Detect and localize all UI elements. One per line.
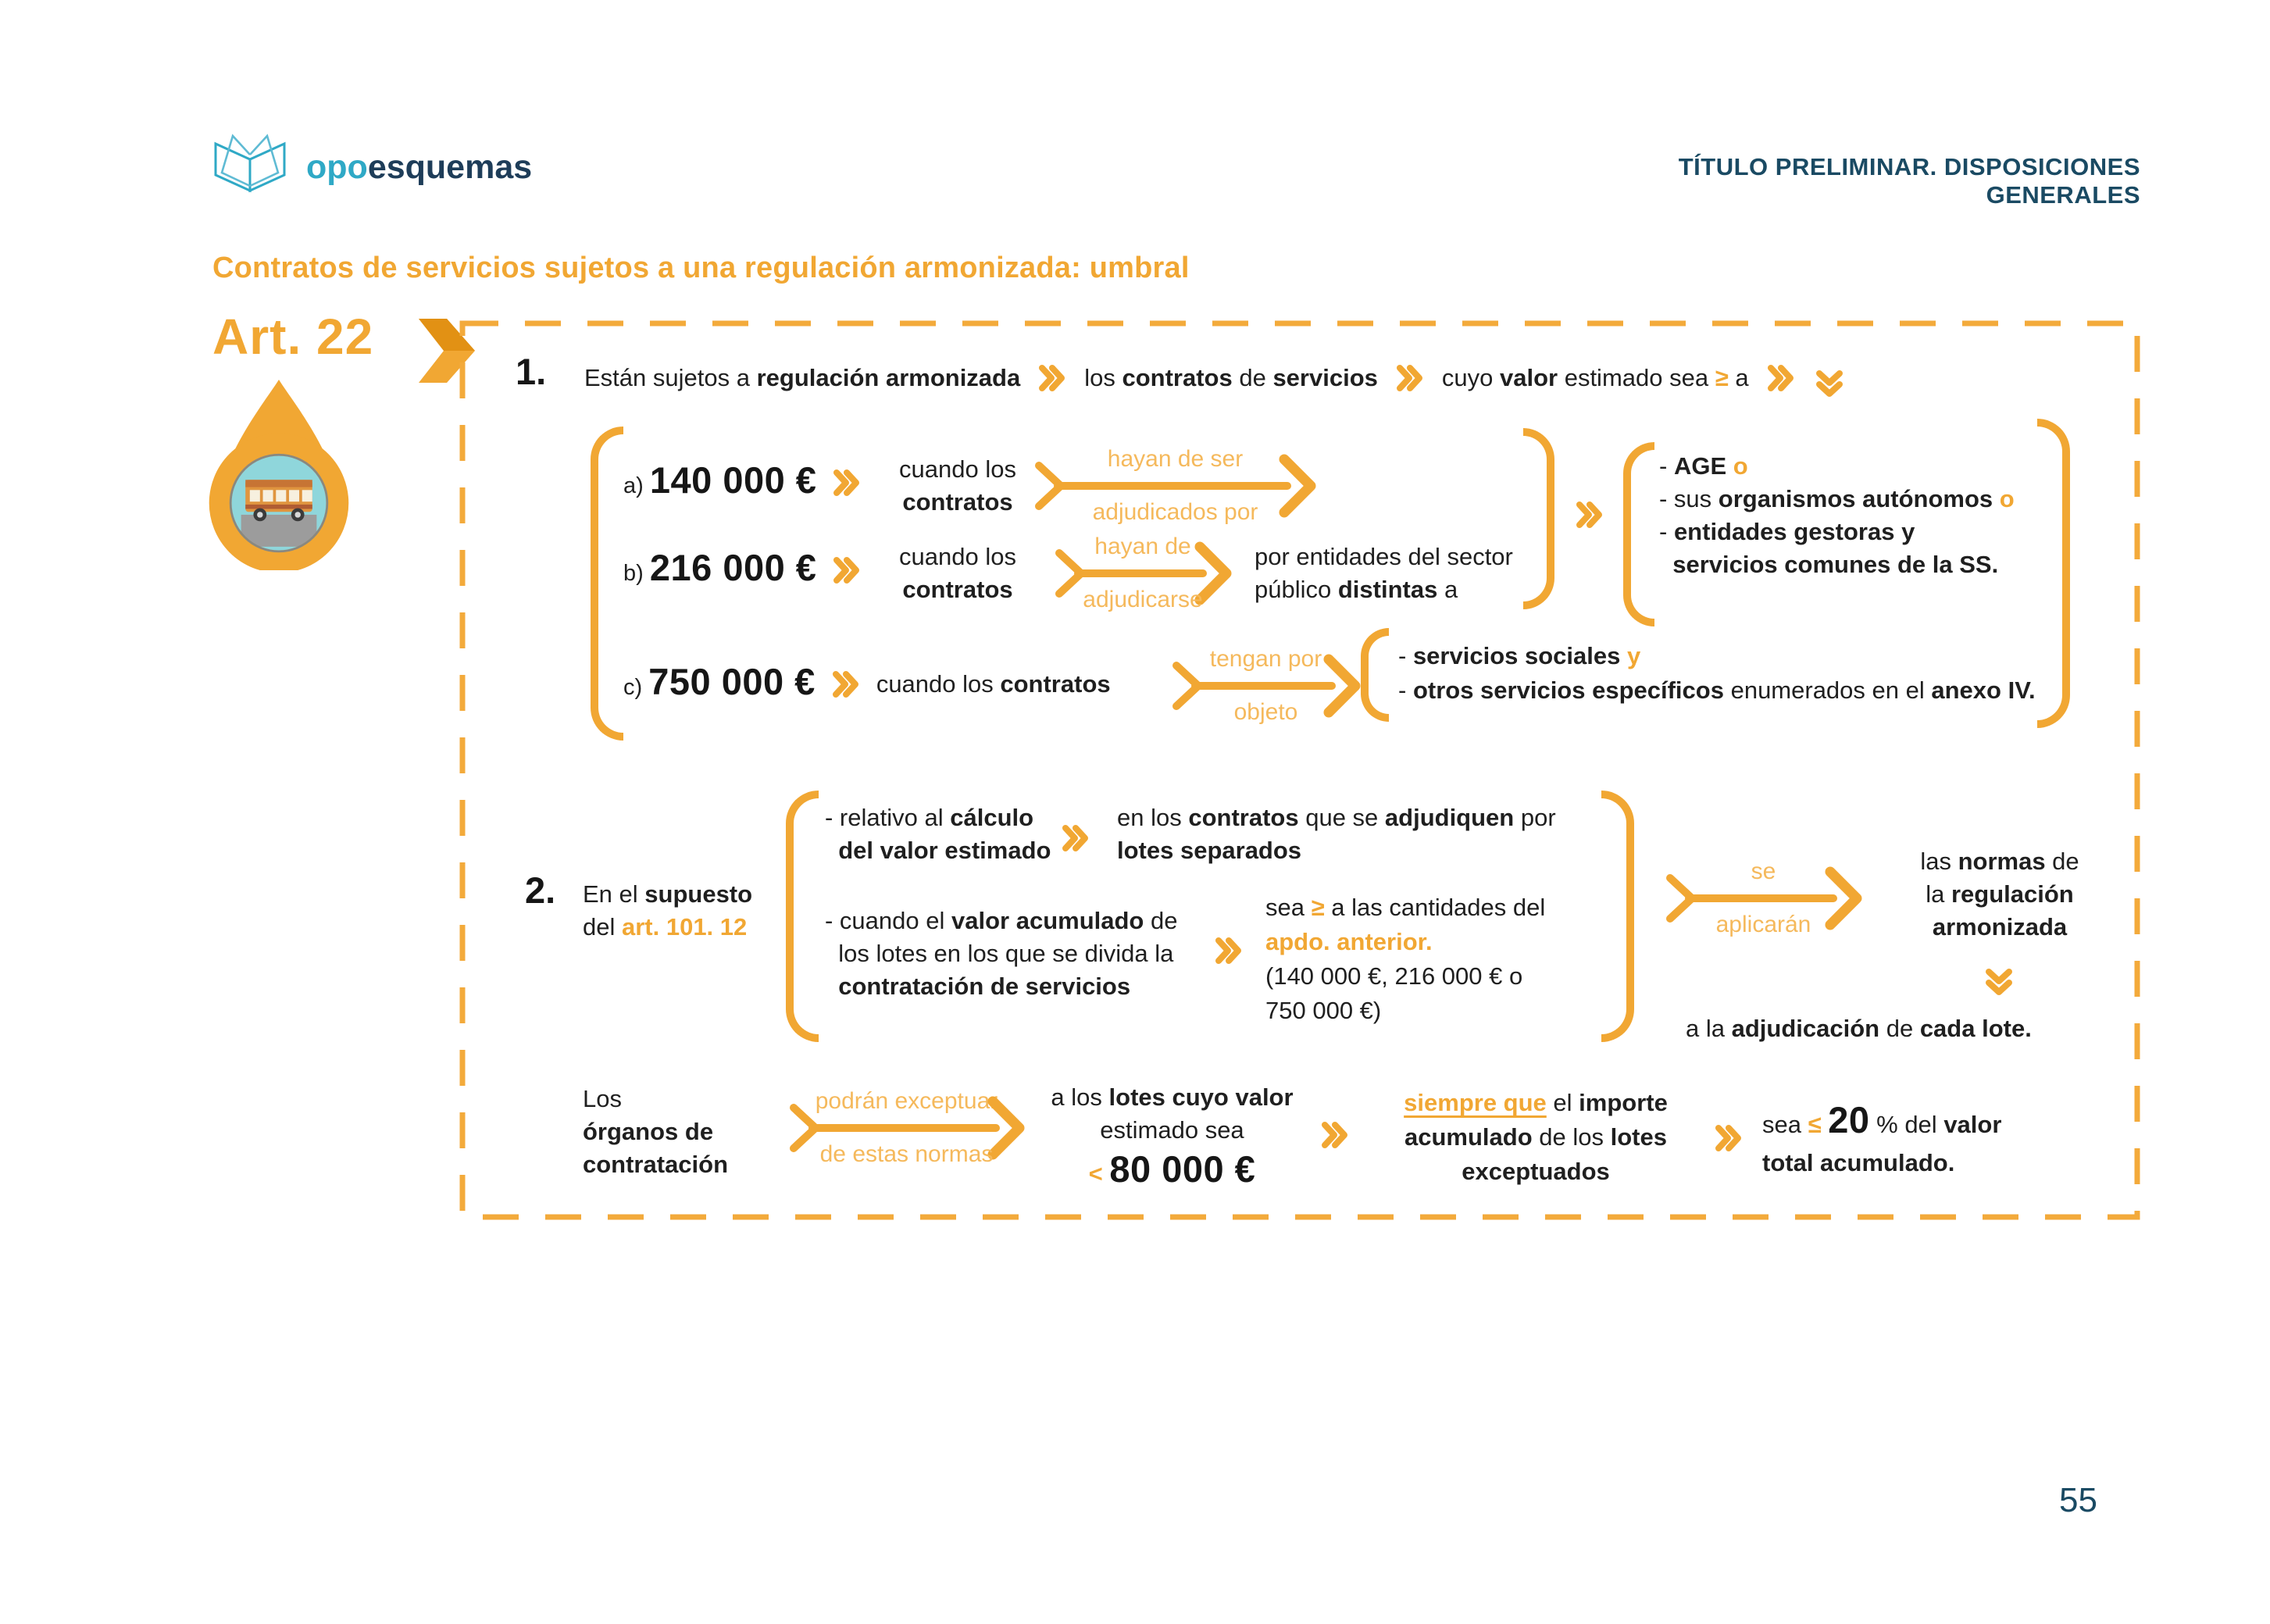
item2-sub1-result-line2: lotes separados bbox=[1117, 837, 1302, 864]
item2-sub1 bbox=[825, 801, 1051, 867]
item2-sub1-result-line1: en los contratos que se adjudiquen por bbox=[1117, 804, 1556, 831]
double-right-chevron-icon bbox=[1576, 498, 1603, 531]
open-book-icon bbox=[209, 131, 291, 197]
entities-list bbox=[1659, 450, 2015, 581]
row-c-result-line2: - otros servicios específicos enumerados en el anexo IV. bbox=[1398, 676, 2036, 704]
group1-open-bracket bbox=[591, 427, 623, 741]
entities-open-bracket bbox=[1623, 442, 1654, 626]
item2-sub2-result-line3: (140 000 €, 216 000 € o bbox=[1265, 962, 1523, 990]
item2-norms-line2: la regulación bbox=[1926, 880, 2074, 908]
entities-line2: - sus organismos autónomos o bbox=[1659, 485, 2015, 512]
row-a-arrow-label-bottom: adjudicados por bbox=[1092, 499, 1258, 525]
item2-sub1-line2: del valor estimado bbox=[838, 837, 1051, 864]
item1-intro-part1: Están sujetos a regulación armonizada bbox=[584, 364, 1021, 391]
double-right-chevron-icon bbox=[1215, 934, 1242, 967]
double-right-chevron-icon bbox=[1715, 1122, 1742, 1155]
result-block bbox=[1762, 1098, 2001, 1180]
page-title: Contratos de servicios sujetos a una regulación armonizada: umbral bbox=[212, 252, 1190, 284]
item2-label-line2: del art. 101. 12 bbox=[583, 913, 748, 940]
excepted-lots-amount: < 80 000 € bbox=[1088, 1148, 1256, 1190]
item2-norms-line1: las normas de bbox=[1920, 848, 2079, 875]
item2-sub2-result-line1: sea ≥ a las cantidades del bbox=[1265, 894, 1546, 921]
row-b-result-line2: público distintas a bbox=[1255, 576, 1458, 603]
threshold-row-c bbox=[623, 661, 1111, 708]
double-right-chevron-icon bbox=[833, 466, 860, 499]
row-a-condition-line1: cuando los bbox=[899, 455, 1016, 483]
row-c-arrow bbox=[1170, 646, 1362, 725]
item2-sub2-result-line4: 750 000 €) bbox=[1265, 997, 1382, 1024]
double-right-chevron-icon bbox=[1768, 362, 1794, 394]
item2-norms bbox=[1871, 845, 2129, 944]
double-right-chevron-icon bbox=[833, 554, 860, 587]
item1-number: 1. bbox=[516, 351, 547, 392]
item2-sub2-result bbox=[1265, 891, 1545, 1028]
item1-intro-part2: los contratos de servicios bbox=[1084, 364, 1378, 391]
item2-sub2-line2: los lotes en los que se divida la bbox=[825, 940, 1174, 967]
result-line2: total acumulado. bbox=[1762, 1149, 1955, 1176]
condition-line2: acumulado de los lotes bbox=[1404, 1123, 1667, 1151]
excepted-lots bbox=[1037, 1081, 1307, 1197]
logo-esquemas-text: esquemas bbox=[367, 148, 533, 186]
teardrop-bus-photo-icon bbox=[206, 375, 352, 570]
contracting-organs-line1: Los bbox=[583, 1085, 622, 1112]
row-a-condition-line2: contratos bbox=[902, 488, 1013, 516]
double-down-chevron-icon bbox=[1813, 370, 1846, 397]
item2-apply-arrow bbox=[1664, 858, 1863, 937]
item1-intro-part3: cuyo valor estimado sea ≥ a bbox=[1441, 364, 1749, 391]
item2-sub2-line1: - cuando el valor acumulado de bbox=[825, 907, 1178, 934]
double-right-chevron-icon bbox=[1039, 362, 1065, 394]
item2-arrow-label-bottom: aplicarán bbox=[1715, 912, 1811, 937]
group1-close-bracket bbox=[2037, 419, 2070, 728]
row-b-result bbox=[1255, 541, 1513, 606]
row-b-arrow-label-bottom: adjudicarse bbox=[1083, 587, 1203, 612]
row-c-arrow-label-top: tengan por bbox=[1209, 646, 1322, 672]
rows-ab-close-bracket bbox=[1523, 428, 1554, 609]
item2-each-lot: a la adjudicación de cada lote. bbox=[1686, 1015, 2032, 1042]
item2-number: 2. bbox=[525, 869, 556, 911]
threshold-b-amount: b) 216 000 € bbox=[623, 546, 817, 588]
row-b-condition-line1: cuando los bbox=[899, 543, 1016, 570]
row-c-result-line1: - servicios sociales y bbox=[1398, 642, 1641, 669]
row-b-arrow-label-top: hayan de bbox=[1094, 534, 1191, 559]
row-a-arrow-label-top: hayan de ser bbox=[1107, 446, 1244, 472]
entities-line3: - entidades gestoras y bbox=[1659, 518, 1915, 545]
row-b-result-line1: por entidades del sector bbox=[1255, 543, 1513, 570]
condition-block bbox=[1372, 1086, 1700, 1189]
condition-line1: siempre que el importe bbox=[1404, 1089, 1668, 1116]
contracting-organs-line3: contratación bbox=[583, 1151, 729, 1178]
page-number: 55 bbox=[2059, 1481, 2097, 1519]
threshold-c-amount: c) 750 000 € bbox=[623, 660, 816, 702]
result-line1: sea ≤ 20 % del valor bbox=[1762, 1099, 2002, 1140]
row-c-condition: cuando los contratos bbox=[876, 670, 1111, 698]
exception-arrow bbox=[787, 1088, 1026, 1167]
condition-line3: exceptuados bbox=[1462, 1158, 1610, 1185]
row-b-condition-line2: contratos bbox=[902, 576, 1013, 603]
contracting-organs bbox=[583, 1083, 728, 1181]
item2-sub1-result bbox=[1117, 801, 1556, 867]
logo-wordmark bbox=[306, 148, 532, 187]
item1-intro-row bbox=[584, 359, 1846, 397]
threshold-a-amount: a) 140 000 € bbox=[623, 459, 817, 501]
item2-label-line1: En el supuesto bbox=[583, 880, 753, 908]
item2-sub1-line1: - relativo al cálculo bbox=[825, 804, 1034, 831]
excepted-lots-line2: estimado sea bbox=[1100, 1116, 1244, 1144]
row-c-result bbox=[1398, 639, 2036, 708]
item2-sub2-result-line2: apdo. anterior. bbox=[1265, 928, 1433, 955]
article-number: Art. 22 bbox=[212, 309, 374, 365]
entities-line4: servicios comunes de la SS. bbox=[1672, 551, 1999, 578]
row-b-arrow bbox=[1053, 534, 1233, 612]
double-right-chevron-icon bbox=[1062, 822, 1089, 855]
item2-norms-line3: armonizada bbox=[1932, 913, 2068, 940]
row-c-arrow-label-bottom: objeto bbox=[1233, 699, 1298, 725]
threshold-row-b bbox=[623, 547, 860, 594]
exception-arrow-label-top: podrán exceptuar bbox=[815, 1088, 998, 1114]
contracting-organs-line2: órganos de bbox=[583, 1118, 714, 1145]
entities-line1: - AGE o bbox=[1659, 452, 1748, 480]
section-header: TÍTULO PRELIMINAR. DISPOSICIONES GENERALES bbox=[1678, 153, 2140, 209]
row-b-condition bbox=[887, 541, 1028, 606]
item2-open-bracket bbox=[786, 791, 819, 1042]
logo-opo-text: opo bbox=[306, 148, 368, 186]
double-right-chevron-icon bbox=[833, 668, 859, 701]
double-right-chevron-icon bbox=[1397, 362, 1423, 394]
row-a-arrow bbox=[1033, 446, 1318, 525]
item2-sub2 bbox=[825, 905, 1177, 1003]
item2-close-bracket bbox=[1601, 791, 1634, 1042]
exception-arrow-label-bottom: de estas normas bbox=[819, 1141, 994, 1167]
double-right-chevron-icon bbox=[1322, 1119, 1348, 1151]
item2-arrow-label-top: se bbox=[1751, 858, 1776, 884]
double-down-chevron-icon bbox=[1983, 969, 2015, 995]
excepted-lots-line1: a los lotes cuyo valor bbox=[1051, 1083, 1294, 1111]
row-a-condition bbox=[887, 453, 1028, 519]
item2-label bbox=[583, 878, 752, 944]
row-c-open-bracket bbox=[1361, 628, 1389, 722]
threshold-row-a bbox=[623, 459, 860, 506]
item2-sub2-line3: contratación de servicios bbox=[838, 973, 1131, 1000]
